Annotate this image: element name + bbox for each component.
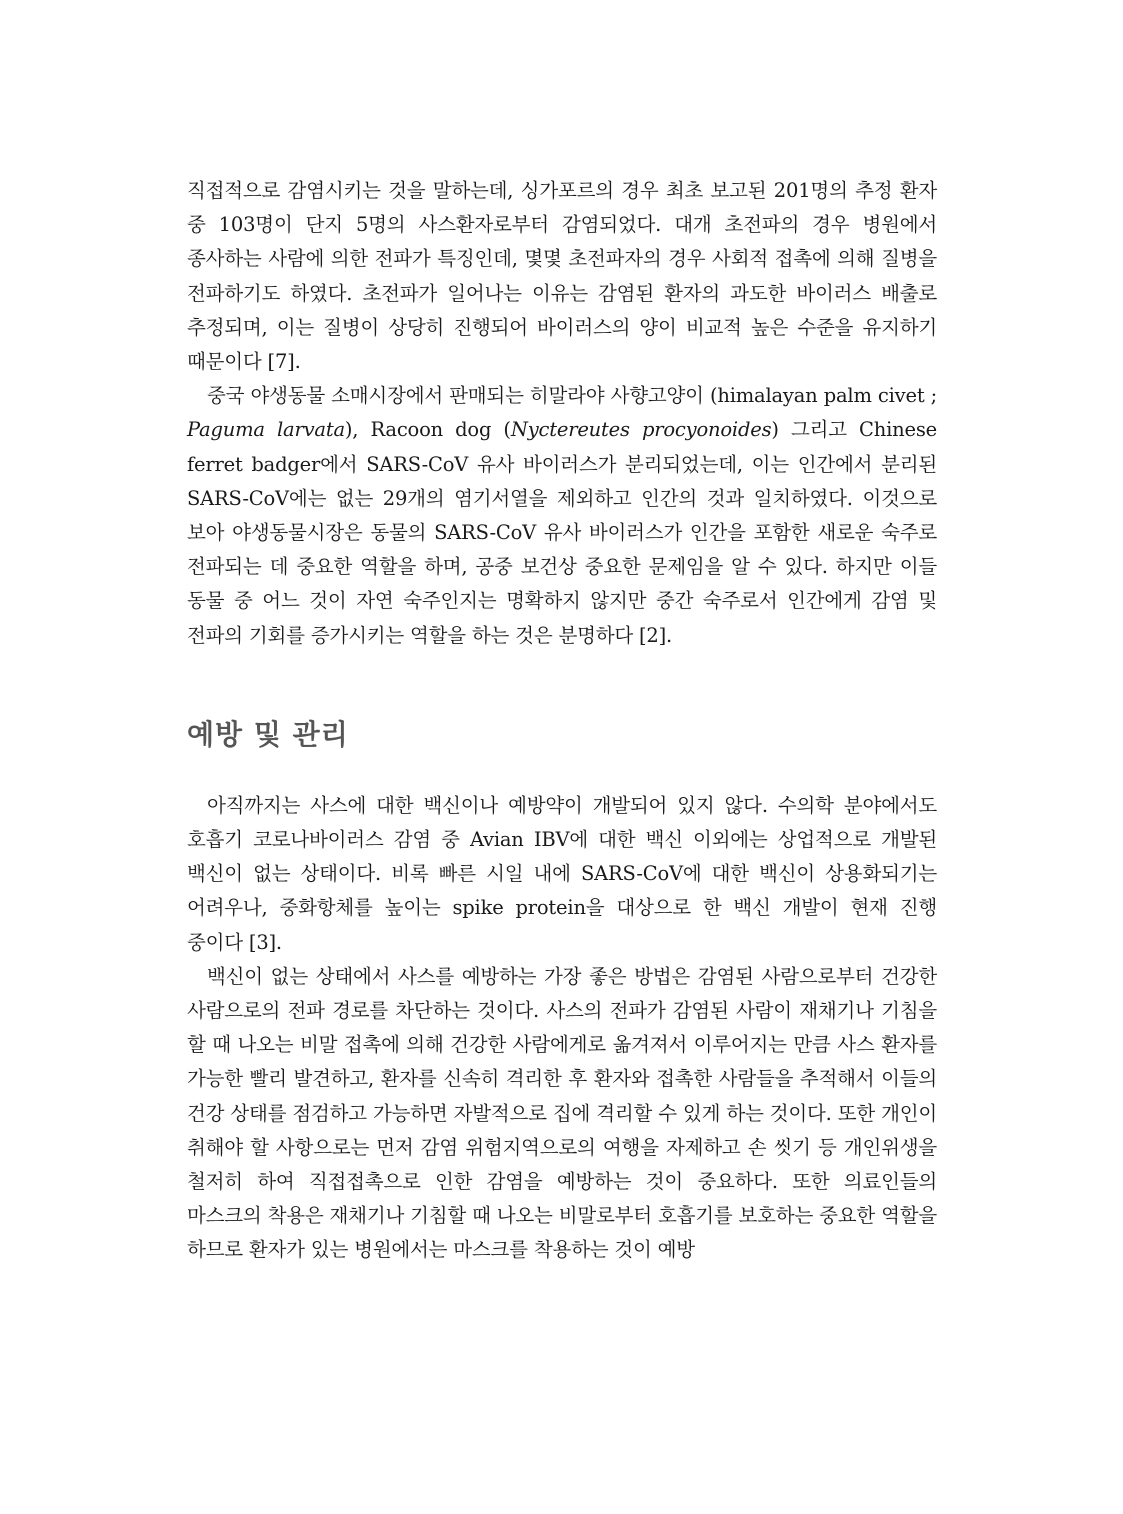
body-paragraph: 아직까지는 사스에 대한 백신이나 예방약이 개발되어 있지 않다. 수의학 분야에서도 호흡기 코로나바이러스 감염 중 Avian IBV에 대한 백신 이외에는 상업적으로 개발된 백신이 없는 상태이다. 비록 빠른 시일 내에 SARS-CoV에 대한 백신이 상용화되기는 어려우나, 중화항체를 높이는 spike protein을 대상으로 한 백신 개발이 현재 진행 중이다 [3]. [187,793,937,954]
section-heading: 예방 및 관리 [187,717,349,751]
paragraph-text: ), Racoon dog ( [344,418,511,442]
species-name-italic: Nyctereutes procyonoides [510,418,772,442]
document-body [187,174,937,1268]
paragraph-text: 중국 야생동물 소매시장에서 판매되는 히말라야 사향고양이 (himalayan palm civet ; [207,384,937,408]
body-paragraph: 직접적으로 감염시키는 것을 말하는데, 싱가포르의 경우 최초 보고된 201명의 추정 환자 중 103명이 단지 5명의 사스환자로부터 감염되었다. 대개 초전파의 경우 병원에서 종사하는 사람에 의한 전파가 특징인데, 몇몇 초전파자의 경우 사회적 접촉에 의해 질병을 전파하기도 하였다. 초전파가 일어나는 이유는 감염된 환자의 과도한 바이러스 배출로 추정되며, 이는 질병이 상당히 진행되어 바이러스의 양이 비교적 높은 수준을 유지하기 때문이다 [7]. [187,179,937,374]
body-paragraph [187,379,937,653]
paragraph-text: ) 그리고 Chinese ferret badger에서 SARS-CoV 유사 바이러스가 분리되었는데, 이는 인간에서 분리된 SARS-CoV에는 없는 29개의 염기서열을 제외하고 인간의 것과 일치하였다. 이것으로 보아 야생동물시장은 동물의 SARS-CoV 유사 바이러스가 인간을 포함한 새로운 숙주로 전파되는 데 중요한 역할을 하며, 공중 보건상 중요한 문제임을 알 수 있다. 하지만 이들 동물 중 어느 것이 자연 숙주인지는 명확하지 않지만 중간 숙주로서 인간에게 감염 및 전파의 기회를 증가시키는 역할을 하는 것은 분명하다 [2]. [187,418,938,647]
species-name-italic: Paguma larvata [187,418,345,442]
body-paragraph: 백신이 없는 상태에서 사스를 예방하는 가장 좋은 방법은 감염된 사람으로부터 건강한 사람으로의 전파 경로를 차단하는 것이다. 사스의 전파가 감염된 사람이 재채기나 기침을 할 때 나오는 비말 접촉에 의해 건강한 사람에게로 옮겨져서 이루어지는 만큼 사스 환자를 가능한 빨리 발견하고, 환자를 신속히 격리한 후 환자와 접촉한 사람들을 추적해서 이들의 건강 상태를 점검하고 가능하면 자발적으로 집에 격리할 수 있게 하는 것이다. 또한 개인이 취해야 할 사항으로는 먼저 감염 위험지역으로의 여행을 자제하고 손 씻기 등 개인위생을 철저히 하여 직접접촉으로 인한 감염을 예방하는 것이 중요하다. 또한 의료인들의 마스크의 착용은 재채기나 기침할 때 나오는 비말로부터 호흡기를 보호하는 중요한 역할을 하므로 환자가 있는 병원에서는 마스크를 착용하는 것이 예방 [187,964,937,1262]
